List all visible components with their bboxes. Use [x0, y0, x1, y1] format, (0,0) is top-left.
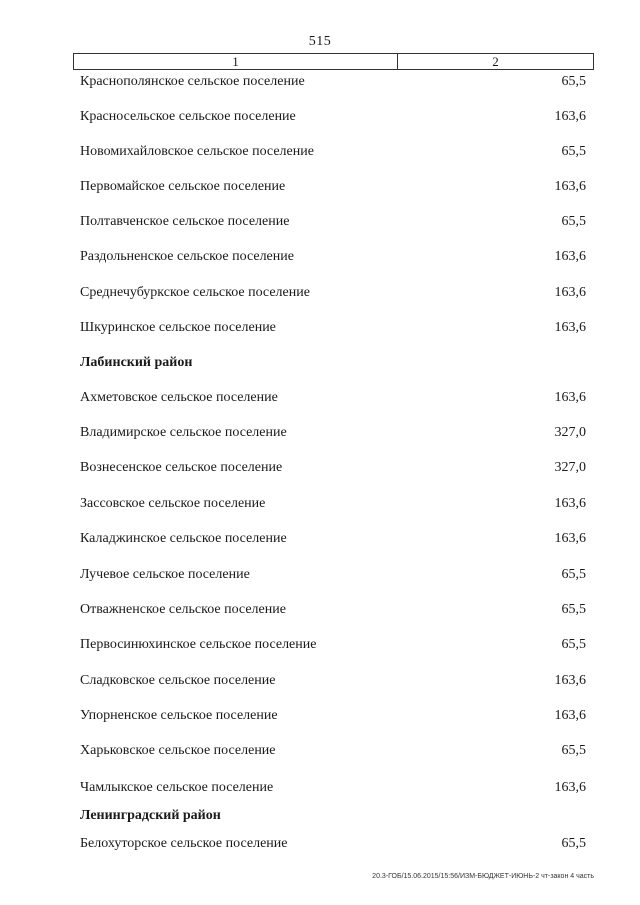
settlement-value: 65,5 [561, 567, 586, 582]
settlement-name: Чамлыкское сельское поселение [80, 780, 274, 795]
table-row [80, 318, 586, 338]
settlement-value: 65,5 [561, 74, 586, 89]
settlement-value: 327,0 [554, 425, 586, 440]
table-row [80, 494, 586, 514]
settlement-value: 65,5 [561, 602, 586, 617]
settlement-name: Шкуринское сельское поселение [80, 320, 276, 335]
settlement-name: Среднечубуркское сельское поселение [80, 285, 310, 300]
settlement-name: Вознесенское сельское поселение [80, 460, 283, 475]
settlement-value: 163,6 [554, 780, 586, 795]
settlement-name: Новомихайловское сельское поселение [80, 144, 314, 159]
table-row [80, 458, 586, 478]
settlement-name: Владимирское сельское поселение [80, 425, 287, 440]
settlement-value: 163,6 [554, 285, 586, 300]
settlement-value: 163,6 [554, 531, 586, 546]
page-number: 515 [308, 34, 332, 49]
settlement-value: 327,0 [554, 460, 586, 475]
settlement-name: Полтавченское сельское поселение [80, 214, 290, 229]
section-heading: Ленинградский район [80, 808, 221, 823]
table-row [80, 635, 586, 655]
table-row [80, 778, 586, 798]
settlement-value: 65,5 [561, 836, 586, 851]
settlement-name: Краснополянское сельское поселение [80, 74, 305, 89]
settlement-name: Первосинюхинское сельское поселение [80, 637, 317, 652]
header-col-2: 2 [492, 53, 499, 69]
table-row [80, 388, 586, 408]
table-row [80, 142, 586, 162]
document-footer: 20.3-ГОБ/15.06.2015/15:56/ИЗМ-БЮДЖЕТ-ИЮНЬ-2 чт-закон 4 часть [372, 873, 594, 880]
settlement-name: Лучевое сельское поселение [80, 567, 250, 582]
table-row [80, 212, 586, 232]
settlement-name: Первомайское сельское поселение [80, 179, 286, 194]
table-row [80, 283, 586, 303]
settlement-value: 163,6 [554, 179, 586, 194]
table-header [73, 53, 594, 70]
settlement-value: 65,5 [561, 637, 586, 652]
settlement-value: 163,6 [554, 320, 586, 335]
settlement-name: Отважненское сельское поселение [80, 602, 286, 617]
settlement-name: Красносельское сельское поселение [80, 109, 296, 124]
settlement-value: 163,6 [554, 496, 586, 511]
table-row [80, 107, 586, 127]
header-col-1: 1 [74, 54, 398, 69]
settlement-name: Упорненское сельское поселение [80, 708, 278, 723]
table-row [80, 72, 586, 92]
settlement-name: Зассовское сельское поселение [80, 496, 266, 511]
table-row [80, 529, 586, 549]
table-row [80, 834, 586, 854]
table-row [80, 741, 586, 761]
settlement-name: Раздольненское сельское поселение [80, 249, 294, 264]
table-row [80, 423, 586, 443]
settlement-name: Белохуторское сельское поселение [80, 836, 288, 851]
settlement-value: 163,6 [554, 390, 586, 405]
settlement-value: 163,6 [554, 109, 586, 124]
settlement-value: 163,6 [554, 249, 586, 264]
settlement-value: 65,5 [561, 214, 586, 229]
settlement-value: 163,6 [554, 708, 586, 723]
table-row [80, 600, 586, 620]
settlement-name: Сладковское сельское поселение [80, 673, 276, 688]
table-row [80, 706, 586, 726]
table-row [80, 247, 586, 267]
settlement-value: 65,5 [561, 144, 586, 159]
table-row [80, 671, 586, 691]
table-row [80, 177, 586, 197]
settlement-value: 65,5 [561, 743, 586, 758]
settlement-name: Харьковское сельское поселение [80, 743, 276, 758]
section-heading: Лабинский район [80, 355, 193, 370]
settlement-name: Ахметовское сельское поселение [80, 390, 278, 405]
settlement-value: 163,6 [554, 673, 586, 688]
table-row [80, 565, 586, 585]
settlement-name: Каладжинское сельское поселение [80, 531, 287, 546]
